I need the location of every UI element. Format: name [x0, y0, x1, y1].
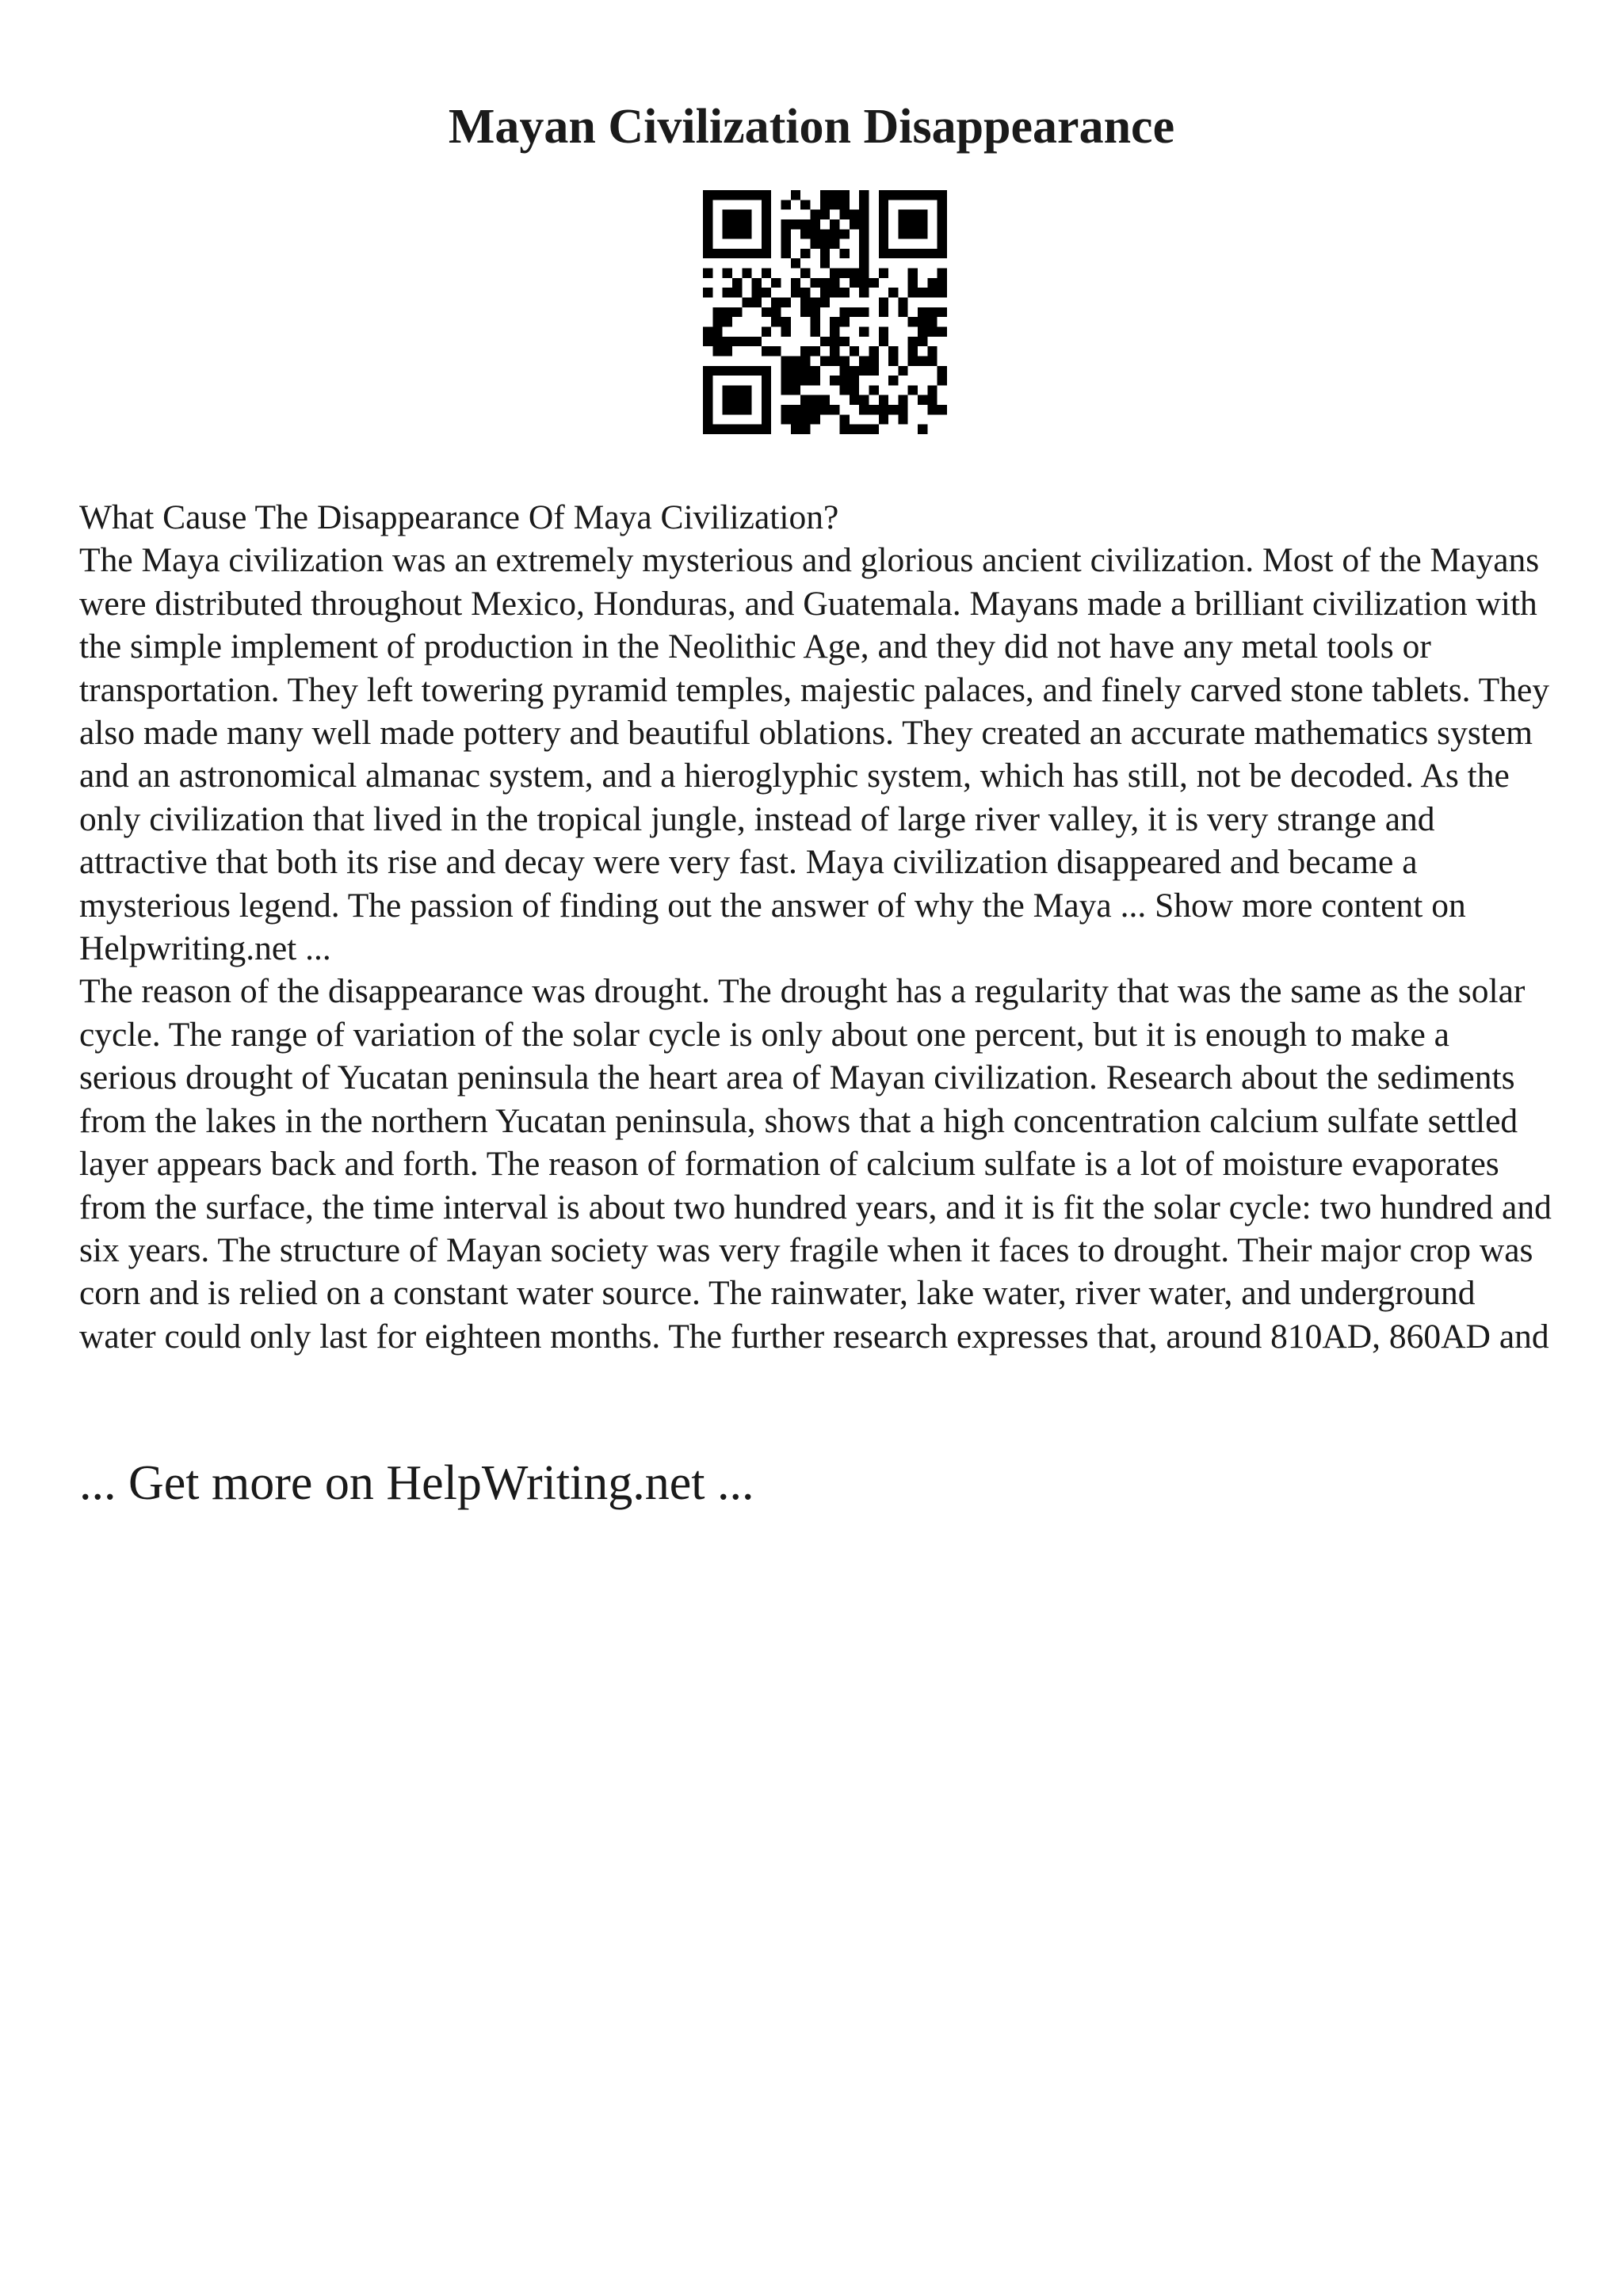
get-more-link[interactable]: ... Get more on HelpWriting.net ... [79, 1456, 754, 1510]
document-body [79, 496, 1553, 1358]
document-title: Mayan Civilization Disappearance [448, 100, 1175, 154]
paragraph-intro: The Maya civilization was an extremely mysterious and glorious ancient civilization. Most of the Mayans were distributed throughout Mexico, Honduras, and Guatemala. Mayans made a brilliant civilization with the simple implement of production in the Neolithic Age, and they did not have any metal tools or transportation. They left towering pyramid temples, majestic palaces, and finely carved stone tablets. They also made many well made pottery and beautiful oblations. They created an accurate mathematics system and an astronomical almanac system, and a hieroglyphic system, which has still, not be decoded. As the only civilization that lived in the tropical jungle, instead of large river valley, it is very strange and attractive that both its rise and decay were very fast. Maya civilization disappeared and became a mysterious legend. The passion of finding out the answer of why the Maya ... Show more content on Helpwriting.net ... [79, 541, 1550, 968]
qr-code-icon[interactable] [703, 190, 947, 434]
paragraph-drought: The reason of the disappearance was drought. The drought has a regularity that was the same as the solar cycle. The range of variation of the solar cycle is only about one percent, but it is enough to make a serious drought of Yucatan peninsula the heart area of Mayan civilization. Research about the sediments from the lakes in the northern Yucatan peninsula, shows that a high concentration calcium sulfate settled layer appears back and forth. The reason of formation of calcium sulfate is a lot of moisture evaporates from the surface, the time interval is about two hundred years, and it is fit the solar cycle: two hundred and six years. The structure of Mayan society was very fragile when it faces to drought. Their major crop was corn and is relied on a constant water source. The rainwater, lake water, river water, and underground water could only last for eighteen months. The further research expresses that, around 810AD, 860AD and [79, 972, 1552, 1356]
question-heading: What Cause The Disappearance Of Maya Civilization? [79, 498, 839, 536]
